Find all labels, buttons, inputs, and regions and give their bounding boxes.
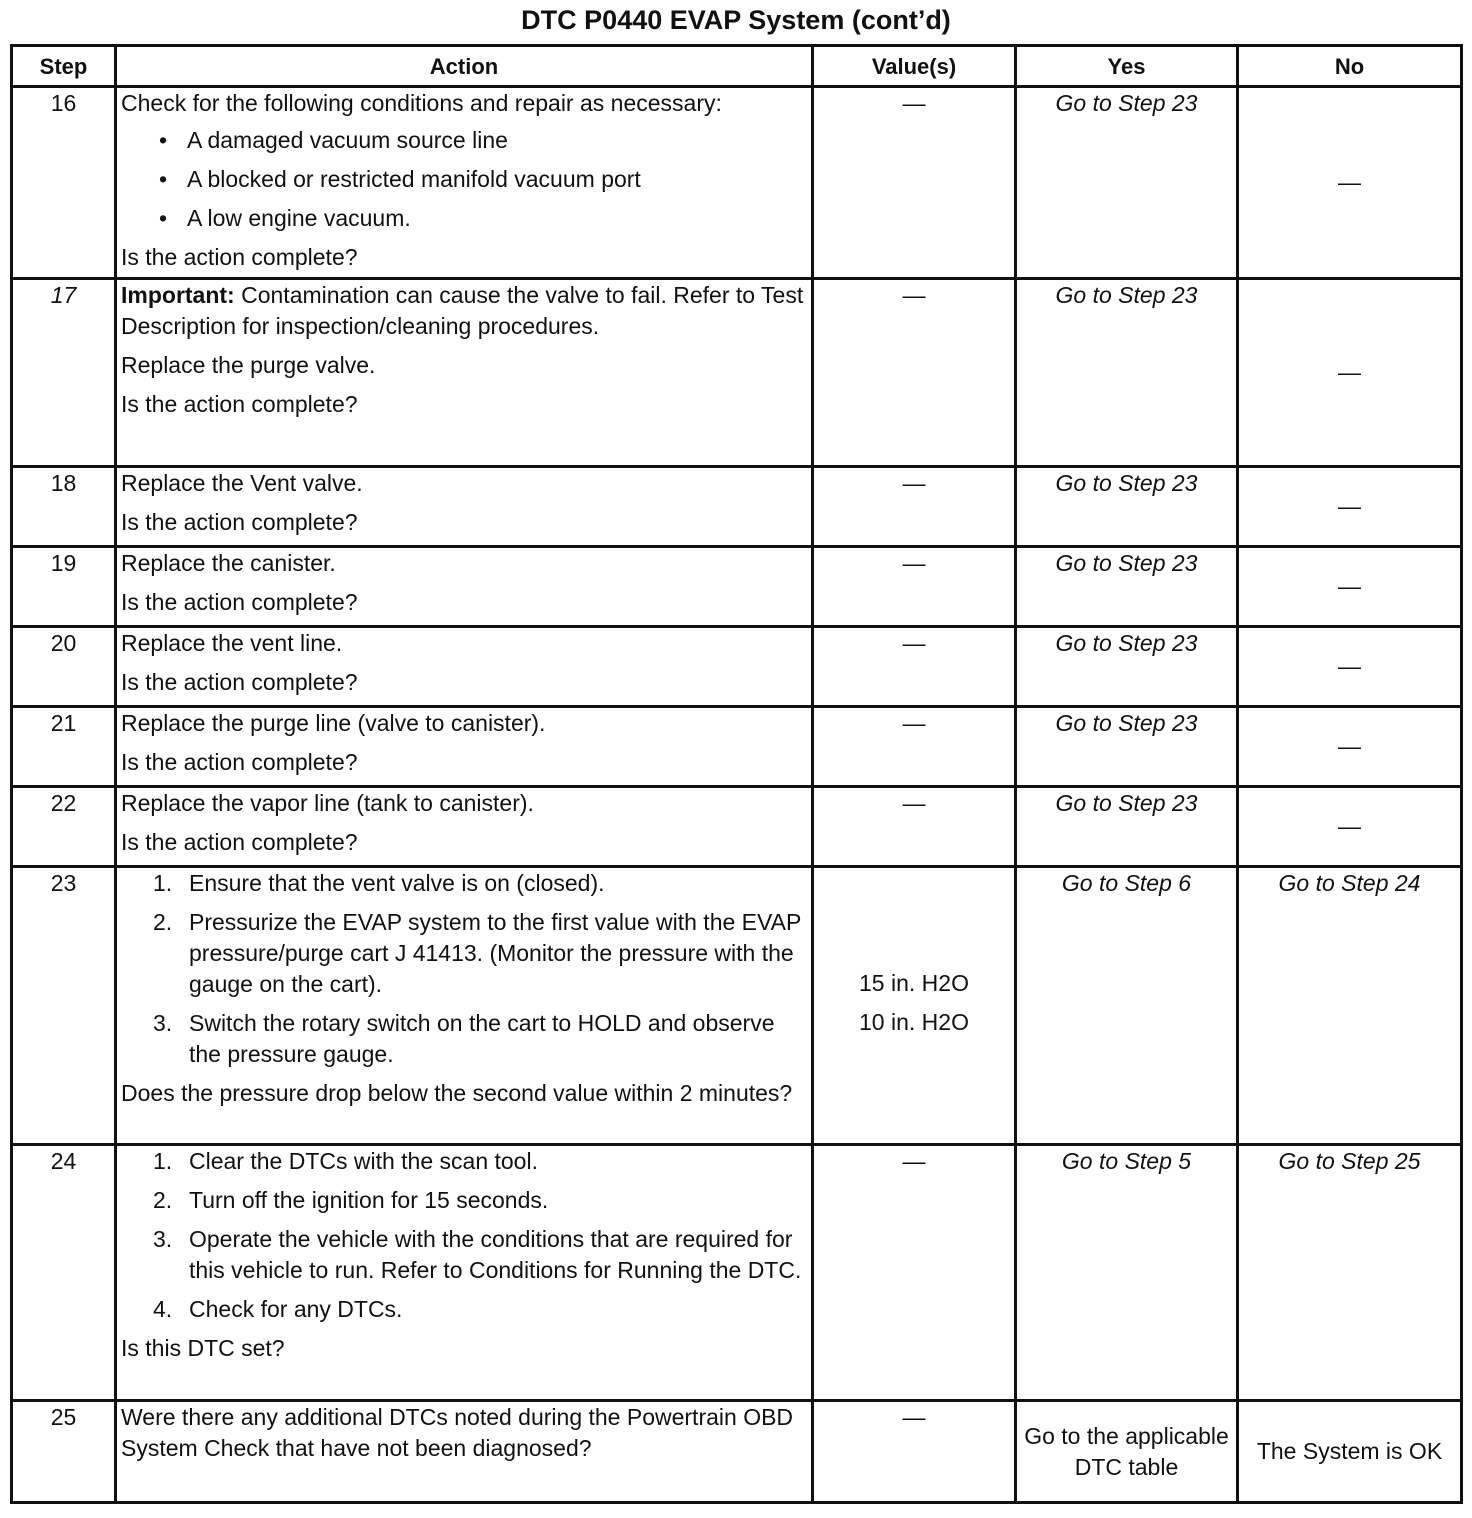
step-number: 23 [12, 867, 116, 1145]
header-step: Step [12, 46, 116, 87]
action-cell [116, 707, 813, 787]
value-cell: — [813, 627, 1016, 707]
no-cell: — [1238, 467, 1462, 547]
question-text: Does the pressure drop below the second value within 2 minutes? [121, 1080, 793, 1106]
step-number: 25 [12, 1401, 116, 1503]
action-text: Replace the vent line. [121, 630, 343, 656]
procedure-list [121, 868, 807, 1070]
action-text: Replace the canister. [121, 550, 336, 576]
step-number: 19 [12, 547, 116, 627]
yes-cell: Go to Step 23 [1016, 279, 1238, 467]
question-text: Is the action complete? [121, 829, 358, 855]
action-cell [116, 547, 813, 627]
procedure-list [121, 1146, 807, 1325]
yes-cell: Go to Step 23 [1016, 787, 1238, 867]
value-cell: — [813, 1145, 1016, 1401]
important-note [121, 280, 807, 342]
list-item: 4. Check for any DTCs. [153, 1296, 403, 1322]
step-number: 24 [12, 1145, 116, 1401]
yes-cell: Go to Step 6 [1016, 867, 1238, 1145]
diagnostic-table [10, 44, 1463, 1504]
value-cell: — [813, 787, 1016, 867]
action-cell [116, 867, 813, 1145]
list-item: 2. Turn off the ignition for 15 seconds. [153, 1187, 549, 1213]
header-values: Value(s) [813, 46, 1016, 87]
action-text: Check for the following conditions and repair as necessary: [121, 90, 722, 116]
list-item: • A blocked or restricted manifold vacuum port [155, 164, 807, 195]
step-number: 16 [12, 87, 116, 279]
list-item: • A damaged vacuum source line [155, 125, 807, 156]
yes-cell: Go to Step 23 [1016, 707, 1238, 787]
value-cell: — [813, 1401, 1016, 1503]
question-text: Is the action complete? [121, 589, 358, 615]
question-text: Is the action complete? [121, 749, 358, 775]
action-cell [116, 627, 813, 707]
action-text: Replace the vapor line (tank to canister). [121, 790, 534, 816]
no-cell: — [1238, 787, 1462, 867]
step-number: 20 [12, 627, 116, 707]
no-cell: Go to Step 25 [1238, 1145, 1462, 1401]
important-text: Contamination can cause the valve to fail. Refer to Test Description for inspection/cleaning procedures. [121, 282, 804, 339]
table-row [12, 1401, 1462, 1503]
step-number: 22 [12, 787, 116, 867]
value-cell: — [813, 87, 1016, 279]
no-cell: — [1238, 627, 1462, 707]
second-value: 10 in. H2O [859, 1009, 969, 1035]
no-cell: Go to Step 24 [1238, 867, 1462, 1145]
action-cell [116, 787, 813, 867]
list-item: 2. Pressurize the EVAP system to the first value with the EVAP pressure/purge cart J 41413. (Monitor the pressure with the gauge on the cart). [153, 909, 801, 997]
yes-cell: Go to the applicable DTC table [1016, 1401, 1238, 1503]
table-row [12, 627, 1462, 707]
header-row [12, 46, 1462, 87]
no-cell: The System is OK [1238, 1401, 1462, 1503]
action-cell [116, 1145, 813, 1401]
value-cell: — [813, 279, 1016, 467]
table-row [12, 707, 1462, 787]
list-item: • A low engine vacuum. [155, 203, 807, 234]
list-item: 1. Ensure that the vent valve is on (closed). [153, 870, 605, 896]
page-title: DTC P0440 EVAP System (cont’d) [521, 5, 951, 35]
table-row [12, 867, 1462, 1145]
table-row [12, 1145, 1462, 1401]
table-row [12, 279, 1462, 467]
yes-cell: Go to Step 23 [1016, 547, 1238, 627]
important-label: Important: [121, 282, 235, 308]
list-item: 1. Clear the DTCs with the scan tool. [153, 1148, 538, 1174]
action-cell [116, 87, 813, 279]
step-number: 21 [12, 707, 116, 787]
question-text: Is the action complete? [121, 669, 358, 695]
question-text: Is the action complete? [121, 244, 358, 270]
header-yes: Yes [1016, 46, 1238, 87]
action-text: Replace the purge valve. [121, 352, 376, 378]
no-cell: — [1238, 87, 1462, 279]
step-number: 18 [12, 467, 116, 547]
action-text: Were there any additional DTCs noted during the Powertrain OBD System Check that have not been diagnosed? [116, 1401, 813, 1503]
bullet-icon: • [159, 166, 168, 192]
yes-cell: Go to Step 23 [1016, 467, 1238, 547]
yes-cell: Go to Step 23 [1016, 627, 1238, 707]
yes-cell: Go to Step 23 [1016, 87, 1238, 279]
header-no: No [1238, 46, 1462, 87]
table-row [12, 787, 1462, 867]
value-cell: — [813, 467, 1016, 547]
value-cell [813, 867, 1016, 1145]
value-cell: — [813, 547, 1016, 627]
first-value: 15 in. H2O [859, 970, 969, 996]
table-row [12, 87, 1462, 279]
action-text: Replace the Vent valve. [121, 470, 363, 496]
question-text: Is this DTC set? [121, 1335, 285, 1361]
list-item: 3. Operate the vehicle with the conditions that are required for this vehicle to run. Refer to Conditions for Running the DTC. [153, 1226, 802, 1283]
table-row [12, 467, 1462, 547]
question-text: Is the action complete? [121, 391, 358, 417]
table-row [12, 547, 1462, 627]
condition-list [121, 125, 807, 234]
list-item: 3. Switch the rotary switch on the cart to HOLD and observe the pressure gauge. [153, 1010, 775, 1067]
bullet-icon: • [159, 205, 168, 231]
value-cell: — [813, 707, 1016, 787]
no-cell: — [1238, 707, 1462, 787]
action-cell [116, 279, 813, 467]
action-text: Replace the purge line (valve to canister). [121, 710, 546, 736]
no-cell: — [1238, 279, 1462, 467]
no-cell: — [1238, 547, 1462, 627]
header-action: Action [116, 46, 813, 87]
action-cell [116, 467, 813, 547]
question-text: Is the action complete? [121, 509, 358, 535]
yes-cell: Go to Step 5 [1016, 1145, 1238, 1401]
bullet-icon: • [159, 127, 168, 153]
step-number: 17 [12, 279, 116, 467]
